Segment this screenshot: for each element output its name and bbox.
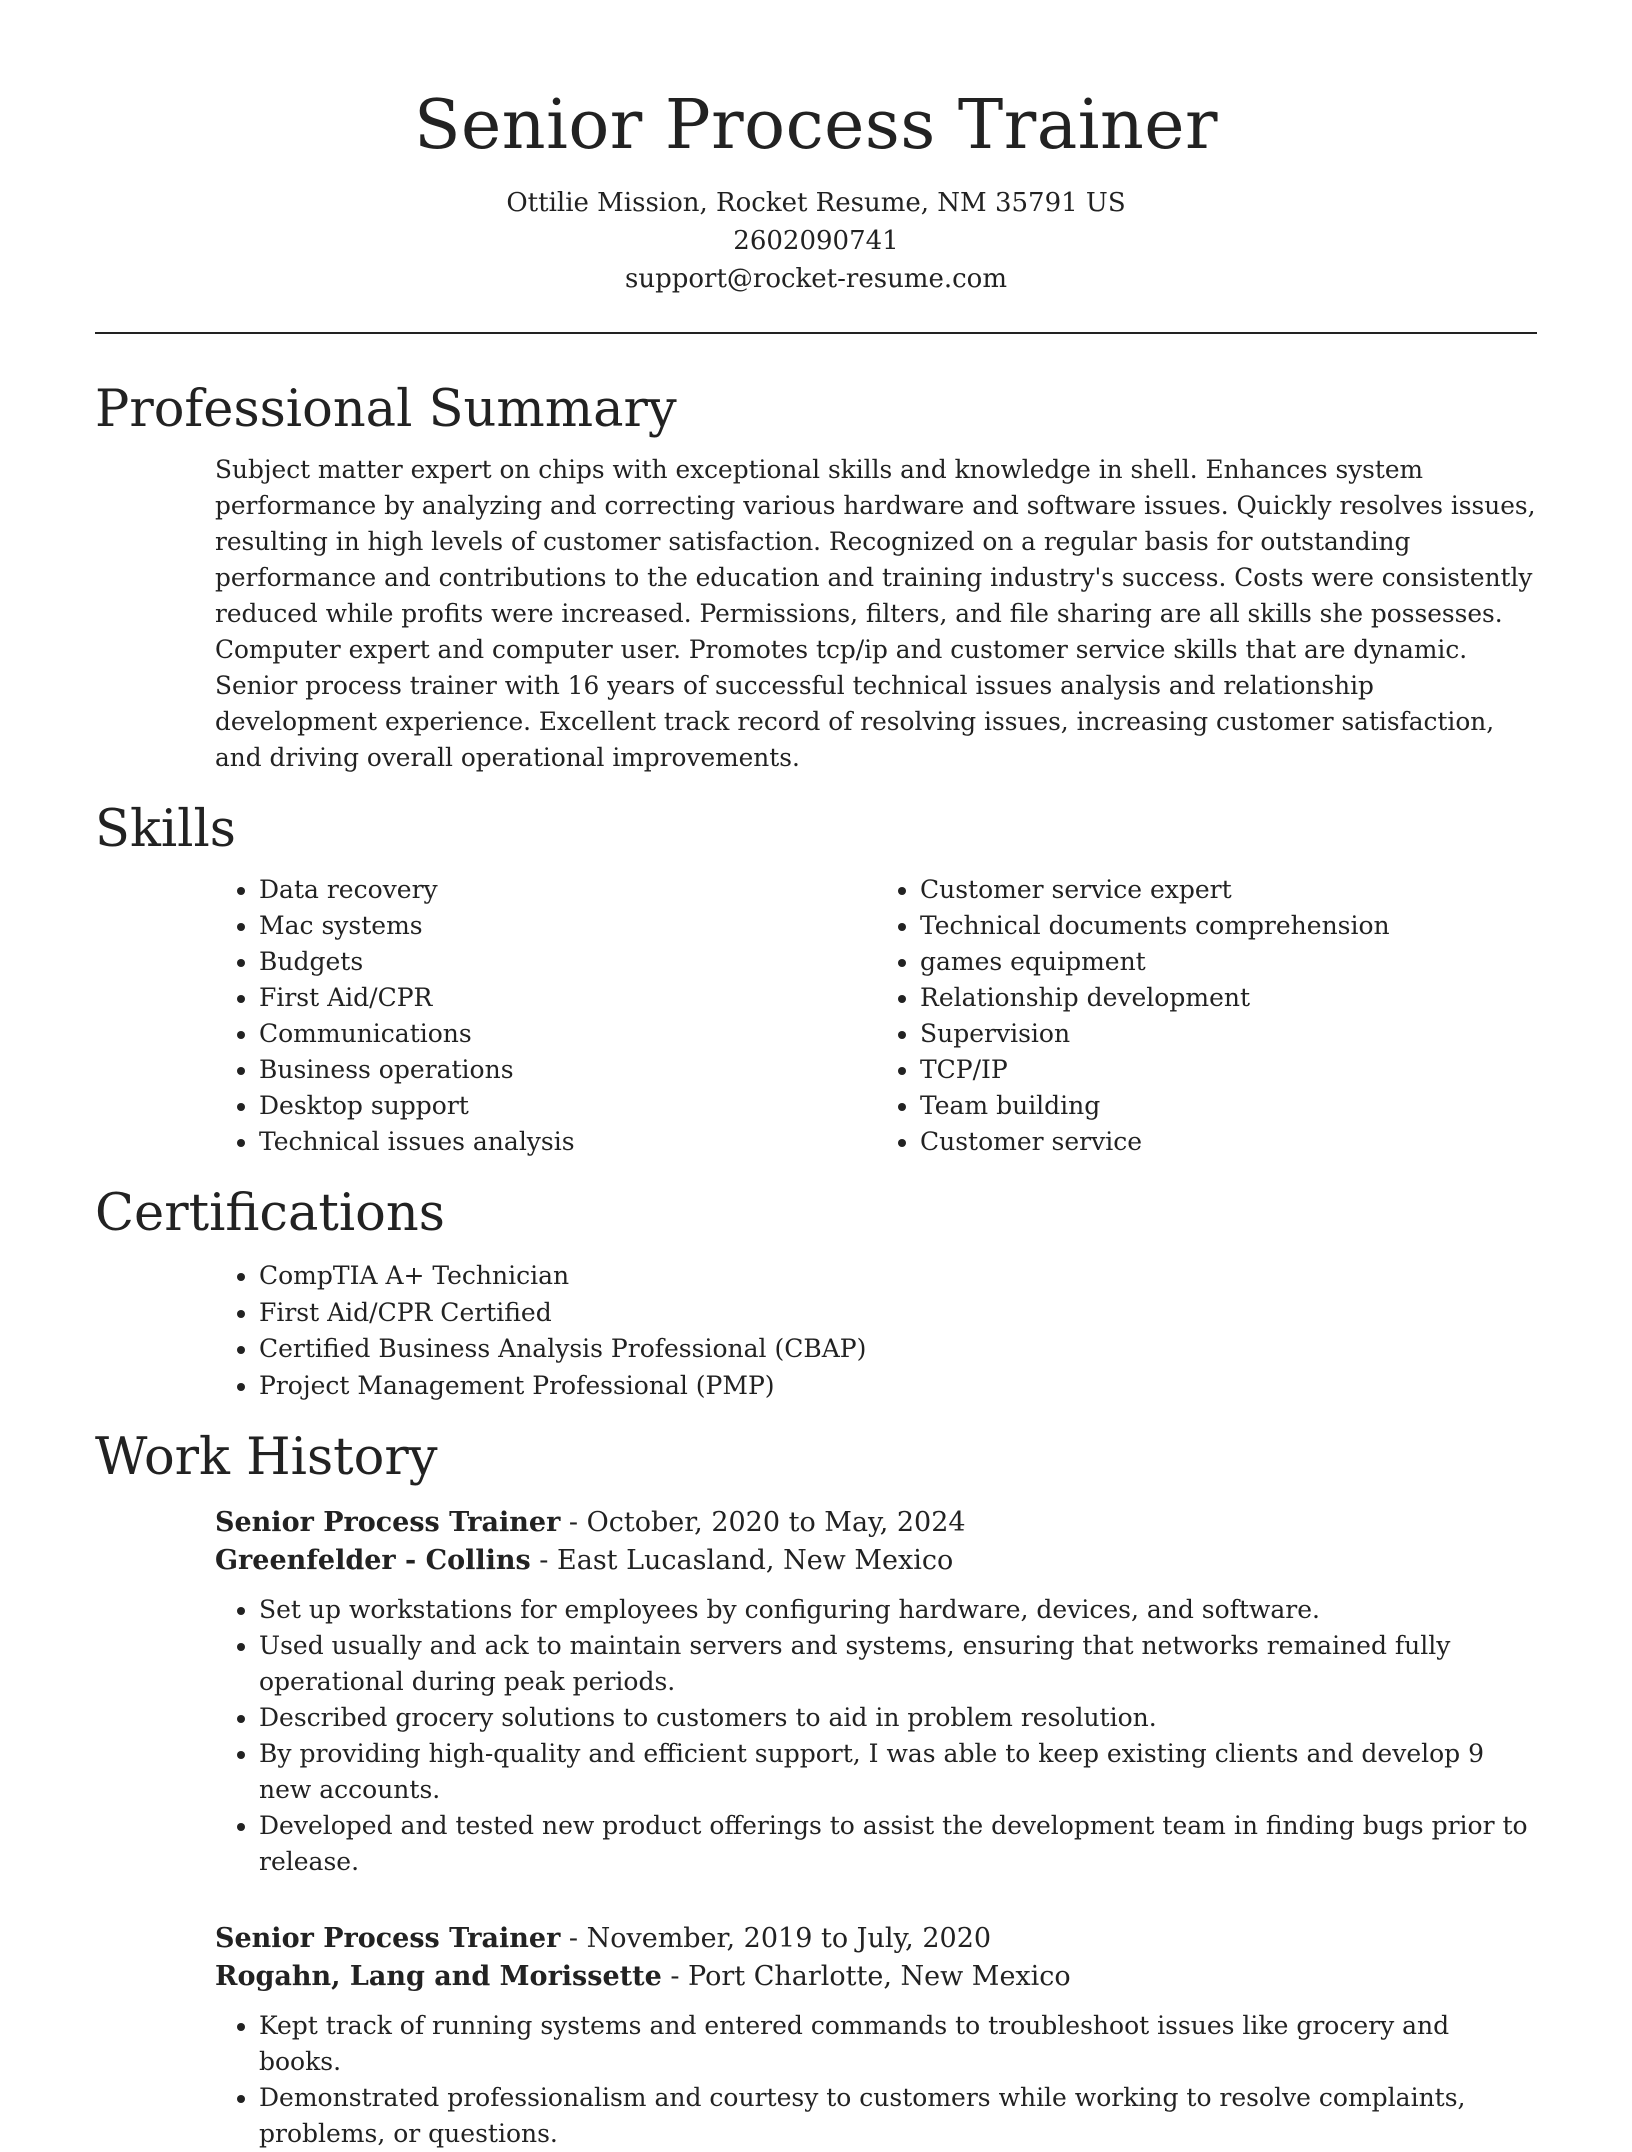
- job-bullet: • Set up workstations for employees by configuring hardware, devices, and software.: [259, 1592, 1537, 1628]
- header-divider: [95, 332, 1537, 334]
- skill-item: • games equipment: [920, 944, 1537, 980]
- skill-item: • Supervision: [920, 1016, 1537, 1052]
- summary-heading: Professional Summary: [95, 380, 677, 439]
- certification-item: • First Aid/CPR Certified: [259, 1295, 1537, 1332]
- job-bullet: • Kept track of running systems and entered commands to troubleshoot issues like grocery and books.: [259, 2008, 1537, 2080]
- summary-text: Subject matter expert on chips with exceptional skills and knowledge in shell. Enhances system performance by analyzing and correcting various hardware and software issues. Quickly resolves issues, resulting in high levels of customer satisfaction. Recognized on a regular basis for outstanding performance and contributions to the education and training industry's success. Costs were consistently reduced while profits were increased. Permissions, filters, and file sharing are all skills she possesses. Computer expert and computer user. Promotes tcp/ip and customer service skills that are dynamic. Senior process trainer with 16 years of successful technical issues analysis and relationship development experience. Excellent track record of resolving issues, increasing customer satisfaction, and driving overall operational improvements.: [215, 455, 1536, 772]
- skills-grid: [215, 872, 1537, 1160]
- skills-list-right: [876, 872, 1537, 1160]
- job-bullets: [215, 1592, 1537, 1880]
- job-bullets: [215, 2008, 1537, 2152]
- skill-item: • Communications: [259, 1016, 876, 1052]
- job-location: - East Lucasland, New Mexico: [530, 1545, 954, 1576]
- certification-item: • Project Management Professional (PMP): [259, 1368, 1537, 1405]
- skill-item: • Technical issues analysis: [259, 1124, 876, 1160]
- job-location: - Port Charlotte, New Mexico: [661, 1961, 1071, 1992]
- job-company-line: [215, 1542, 1537, 1580]
- job-bullet: • Developed and tested new product offerings to assist the development team in finding bugs prior to release.: [259, 1808, 1537, 1880]
- skill-item: • TCP/IP: [920, 1052, 1537, 1088]
- certifications-list: [215, 1258, 1537, 1404]
- job-company: Rogahn, Lang and Morissette: [215, 1961, 662, 1992]
- contact-address: Ottilie Mission, Rocket Resume, NM 35791 US: [506, 188, 1126, 218]
- job-bullet: • Used usually and ack to maintain servers and systems, ensuring that networks remained fully operational during peak periods.: [259, 1628, 1537, 1700]
- job-company: Greenfelder - Collins: [215, 1545, 531, 1576]
- skills-heading: Skills: [95, 800, 236, 859]
- certification-item: • CompTIA A+ Technician: [259, 1258, 1537, 1295]
- skill-item: • Team building: [920, 1088, 1537, 1124]
- job-company-line: [215, 1958, 1537, 1996]
- job-role-line: [215, 1504, 1537, 1542]
- certification-item: • Certified Business Analysis Professional (CBAP): [259, 1331, 1537, 1368]
- skill-item: • Desktop support: [259, 1088, 876, 1124]
- contact-phone: 2602090741: [733, 226, 899, 256]
- job-dates: - October, 2020 to May, 2024: [560, 1507, 966, 1538]
- skill-item: • First Aid/CPR: [259, 980, 876, 1016]
- job-role: Senior Process Trainer: [215, 1507, 561, 1538]
- job-bullet: • Described grocery solutions to customers to aid in problem resolution.: [259, 1700, 1537, 1736]
- resume-name: Senior Process Trainer: [413, 86, 1219, 165]
- skill-item: • Relationship development: [920, 980, 1537, 1016]
- skill-item: • Business operations: [259, 1052, 876, 1088]
- job-entry: [215, 1504, 1537, 1880]
- skill-item: • Customer service expert: [920, 872, 1537, 908]
- skill-item: • Budgets: [259, 944, 876, 980]
- skill-item: • Customer service: [920, 1124, 1537, 1160]
- job-entry: [215, 1920, 1537, 2152]
- resume-header: [95, 0, 1537, 298]
- contact-email: support@rocket-resume.com: [624, 264, 1007, 294]
- certifications-heading: Certifications: [95, 1184, 445, 1243]
- work-history-heading: Work History: [95, 1428, 438, 1487]
- skill-item: • Mac systems: [259, 908, 876, 944]
- skill-item: • Data recovery: [259, 872, 876, 908]
- job-dates: - November, 2019 to July, 2020: [560, 1923, 992, 1954]
- job-role-line: [215, 1920, 1537, 1958]
- job-role: Senior Process Trainer: [215, 1923, 561, 1954]
- job-bullet: • By providing high-quality and efficient support, I was able to keep existing clients and develop 9 new accounts.: [259, 1736, 1537, 1808]
- skill-item: • Technical documents comprehension: [920, 908, 1537, 944]
- contact-block: [95, 184, 1537, 298]
- skills-list-left: [215, 872, 876, 1160]
- job-bullet: • Demonstrated professionalism and courtesy to customers while working to resolve complaints, problems, or questions.: [259, 2080, 1537, 2152]
